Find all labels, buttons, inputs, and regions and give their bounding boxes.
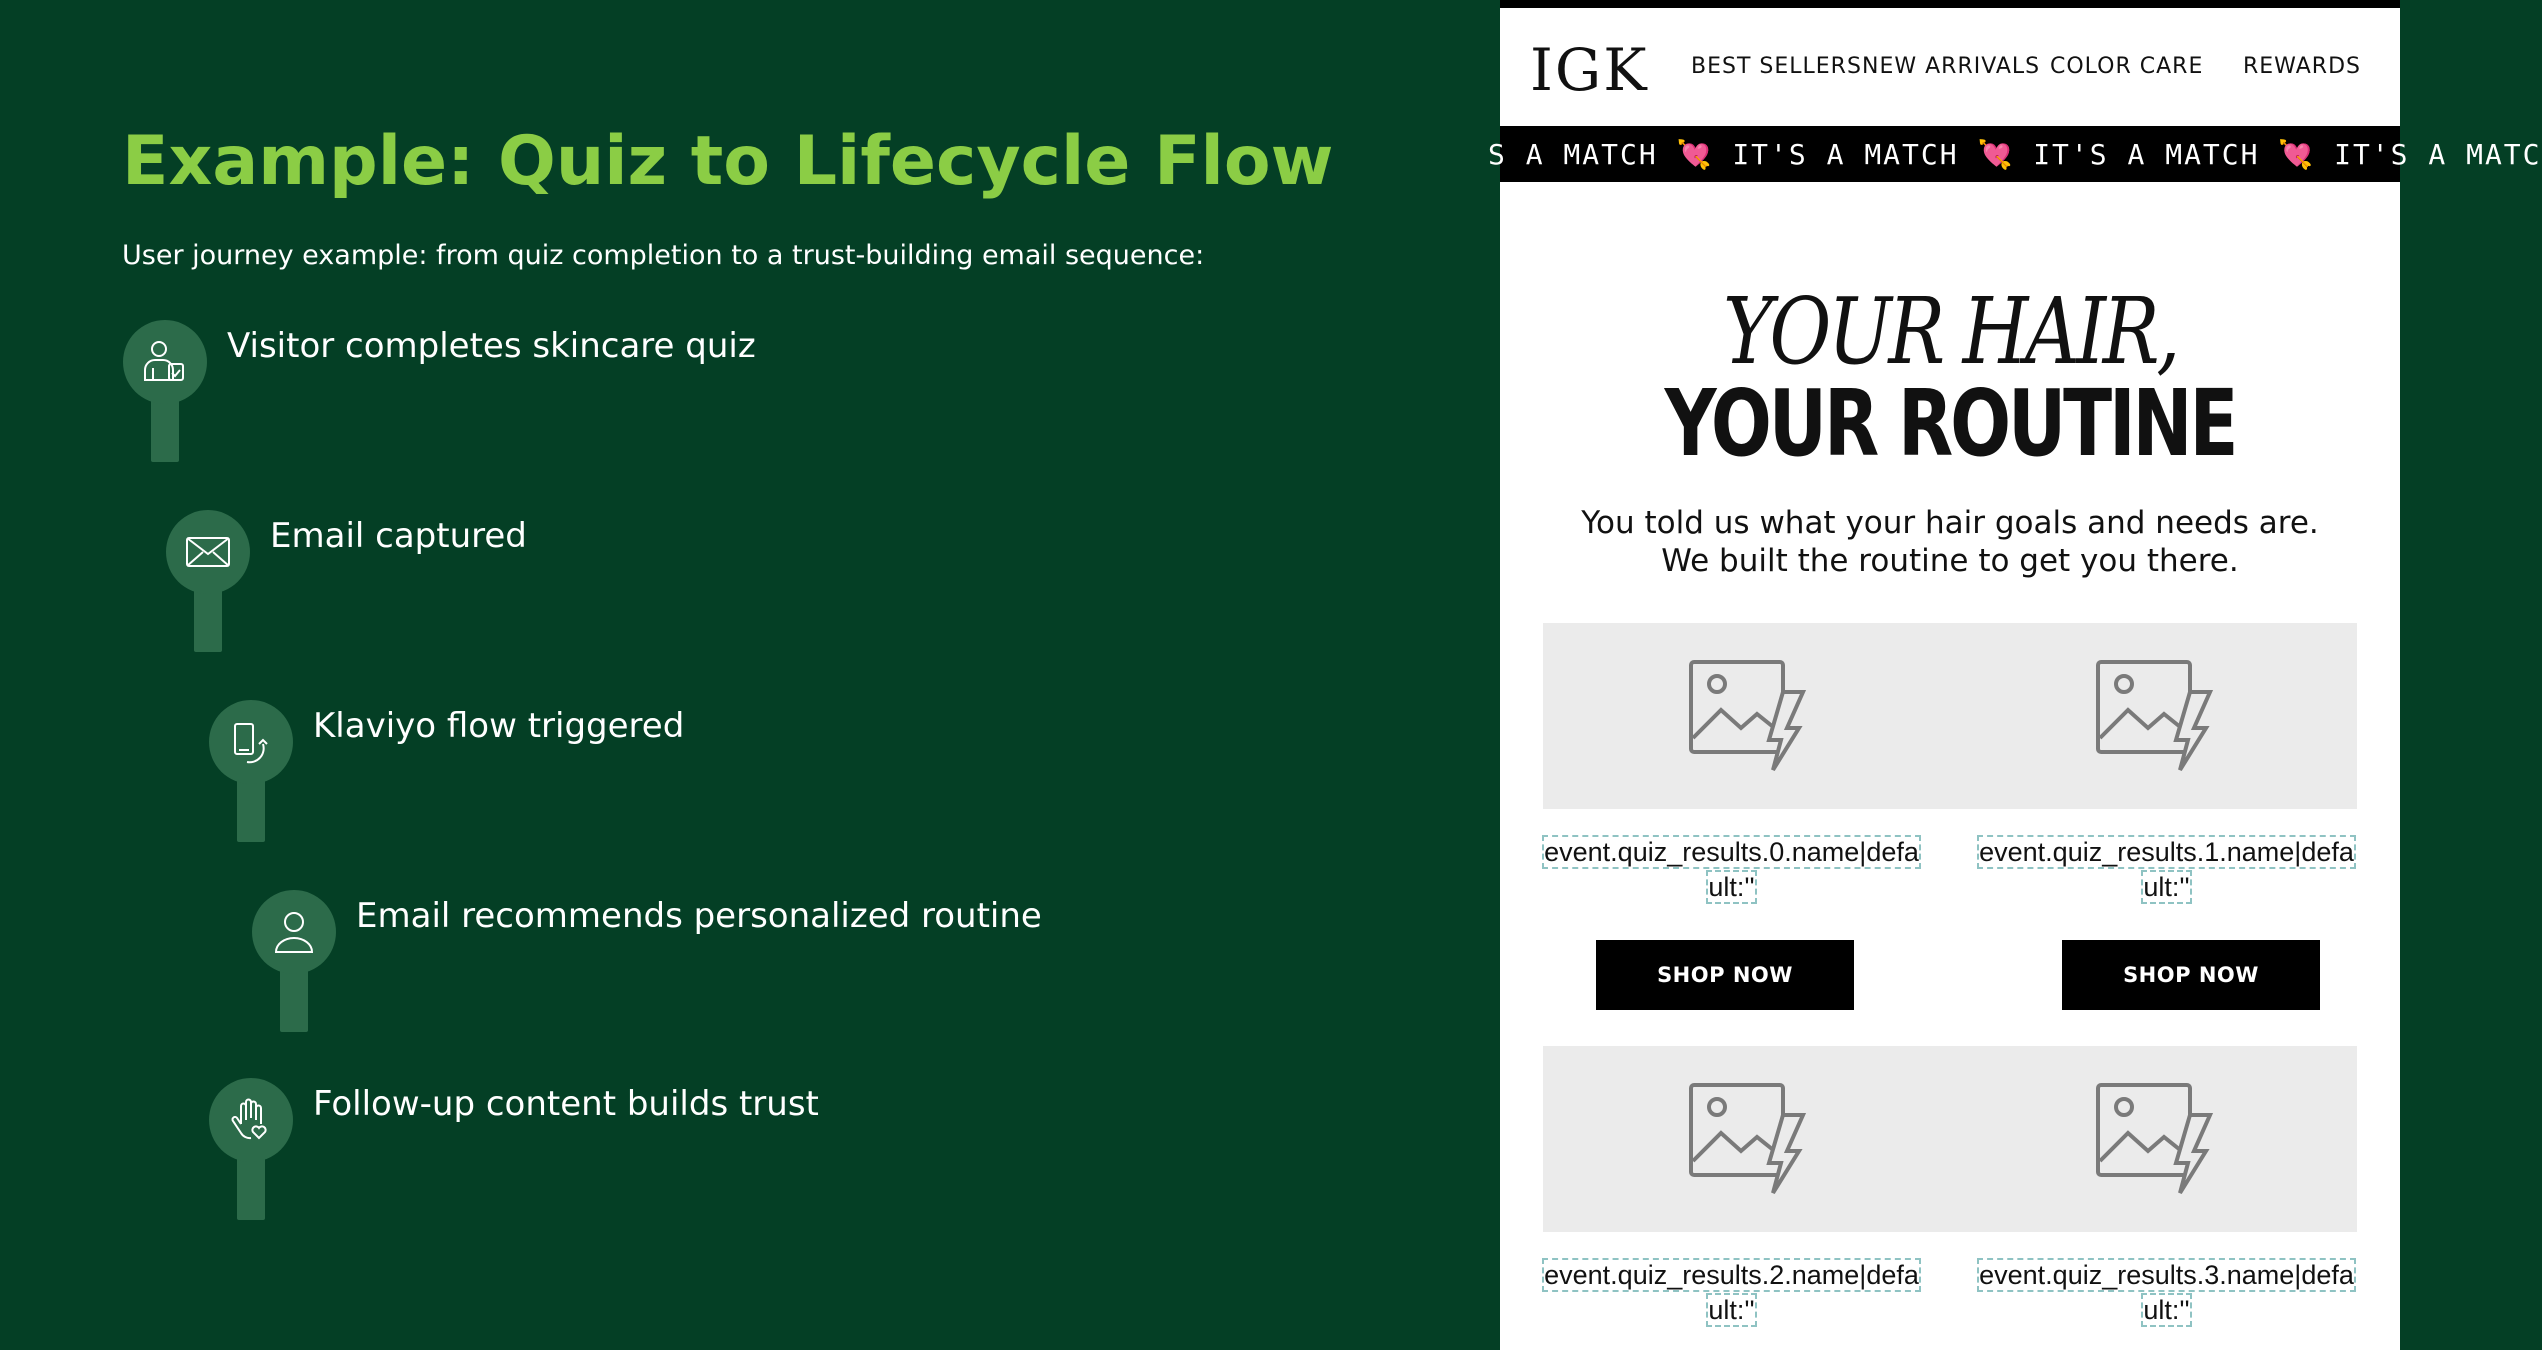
phone-arrow-icon [209, 700, 293, 784]
product-image-placeholder[interactable] [1950, 623, 2357, 809]
slide-subtitle: User journey example: from quiz completion to a trust-building email sequence: [122, 240, 1205, 271]
top-border [1500, 0, 2400, 8]
shop-now-button[interactable]: SHOP NOW [1596, 940, 1854, 1010]
product-name-template: event.quiz_results.1.name|default:'' [1979, 837, 2354, 902]
step-label: Email recommends personalized routine [356, 896, 1042, 936]
step-label: Klaviyo flow triggered [313, 706, 685, 746]
intro-line-1: You told us what your hair goals and needs are. [1581, 505, 2319, 541]
step-label: Visitor completes skincare quiz [227, 326, 756, 366]
email-header [1500, 8, 2400, 126]
product-image-placeholder[interactable] [1543, 623, 1950, 809]
product-image-placeholder[interactable] [1543, 1046, 1950, 1232]
product-name-template: event.quiz_results.2.name|default:'' [1544, 1260, 1919, 1325]
ticker-text: IT'S A MATC [2334, 138, 2542, 171]
email-preview [1488, 0, 2542, 1350]
step-label: Email captured [270, 516, 527, 556]
hero-heading-line2: YOUR ROUTINE [1664, 370, 2236, 477]
product-image-placeholder[interactable] [1950, 1046, 2357, 1232]
person-icon [252, 890, 336, 974]
broken-image-icon [2094, 658, 2214, 774]
nav-rewards[interactable]: REWARDS [2243, 54, 2361, 79]
heart-icon: 💘 [1676, 138, 1714, 171]
heart-icon: 💘 [2278, 138, 2316, 171]
step-label: Follow-up content builds trust [313, 1084, 819, 1124]
nav-color-care[interactable]: COLOR CARE [2050, 54, 2204, 79]
brand-logo[interactable]: IGK [1530, 36, 1649, 104]
product-name-template: event.quiz_results.0.name|default:'' [1544, 837, 1919, 902]
broken-image-icon [1687, 1081, 1807, 1197]
shop-now-button[interactable]: SHOP NOW [2062, 940, 2320, 1010]
match-ticker [1488, 126, 2542, 182]
ticker-text: IT'S A MATCH [1732, 138, 1959, 171]
product-name-template: event.quiz_results.3.name|default:'' [1979, 1260, 2354, 1325]
person-clipboard-icon [123, 320, 207, 404]
intro-line-2: We built the routine to get you there. [1661, 543, 2239, 579]
broken-image-icon [1687, 658, 1807, 774]
hand-heart-icon [209, 1078, 293, 1162]
hero-heading-line1: YOUR HAIR, [1722, 278, 2178, 385]
nav-best-sellers[interactable]: BEST SELLERS [1691, 54, 1862, 79]
ticker-text: S A MATCH [1488, 138, 1658, 171]
broken-image-icon [2094, 1081, 2214, 1197]
nav-new-arrivals[interactable]: NEW ARRIVALS [1862, 54, 2041, 79]
slide-title: Example: Quiz to Lifecycle Flow [122, 122, 1334, 201]
ticker-text: IT'S A MATCH [2033, 138, 2260, 171]
envelope-icon [166, 510, 250, 594]
heart-icon: 💘 [1977, 138, 2015, 171]
intro-text [1500, 504, 2400, 580]
